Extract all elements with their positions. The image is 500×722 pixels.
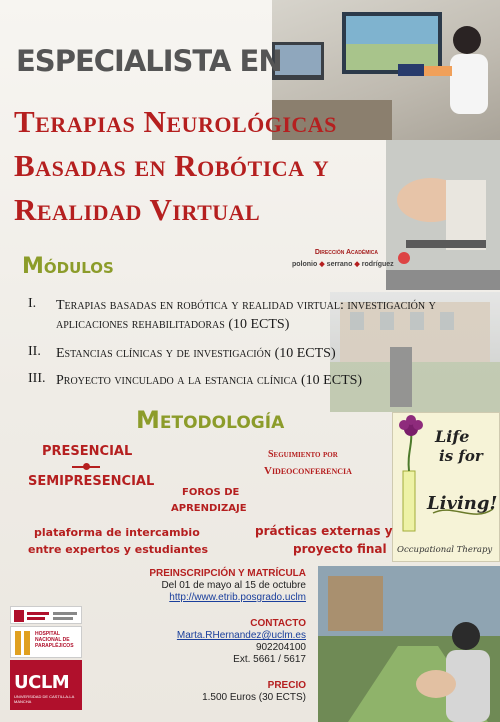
practicas-line-2: proyecto final (293, 542, 387, 556)
vr-patient-photo (318, 566, 500, 722)
dot-icon (83, 463, 90, 470)
hand-illustration (386, 140, 500, 290)
life-text-2: is for (439, 447, 483, 465)
modules-title: Módulos (22, 254, 114, 279)
contact-extension: Ext. 5661 / 5617 (233, 654, 306, 665)
director-name: polonio (292, 261, 318, 268)
module-text: Proyecto vinculado a la estancia clínica (10 ECTS) (56, 373, 363, 388)
director-name: rodríguez (361, 261, 394, 268)
foros-line-2: APRENDIZAJE (171, 503, 247, 514)
hospital-logo (10, 626, 82, 658)
semipresencial-label: SEMIPRESENCIAL (28, 474, 155, 489)
enrollment-link[interactable]: http://www.etrib.posgrado.uclm (169, 592, 306, 603)
direction-label: Dirección Académica (314, 249, 378, 256)
vr-illustration (318, 566, 500, 722)
module-item (28, 296, 476, 334)
module-item (28, 344, 476, 363)
contact-phone: 902204100 (255, 642, 306, 653)
occupational-therapy-art (392, 412, 500, 562)
plataforma-line-1: plataforma de intercambio (34, 526, 200, 539)
title-line-1: Terapias Neurológicas (14, 104, 337, 139)
title-line-2: Basadas en Robótica y (14, 148, 330, 183)
practicas-line-1: prácticas externas y (255, 524, 393, 538)
ot-caption: Occupational Therapy (397, 545, 493, 555)
module-text: Estancias clínicas y de investigación (10 ECTS) (56, 346, 336, 361)
module-number: I. (28, 296, 37, 311)
enrollment-dates: Del 01 de mayo al 15 de octubre (161, 580, 306, 591)
price-block (202, 680, 306, 704)
sponsor-logo (10, 606, 82, 624)
hospital-logo-icon (13, 629, 33, 657)
seguimiento-line-2: Videoconferencia (264, 465, 352, 477)
plataforma-line-2: entre expertos y estudiantes (28, 543, 209, 556)
life-text-1: Life (435, 427, 470, 446)
direction-names (292, 260, 394, 268)
life-text-3: Living! (427, 493, 498, 514)
hospital-name-3: PARAPLÉJICOS (35, 643, 74, 649)
hospital-name-2: NACIONAL DE (35, 637, 70, 643)
module-number: III. (28, 371, 46, 386)
uclm-logo (10, 660, 82, 710)
uclm-wordmark: UCLM (14, 672, 70, 693)
presencial-label: PRESENCIAL (42, 444, 133, 459)
contact-block (177, 618, 306, 666)
module-number: II. (28, 344, 41, 359)
contact-label: CONTACTO (250, 618, 306, 629)
methodology-title: Metodología (136, 406, 285, 434)
foros-line-1: FOROS DE (182, 487, 240, 498)
separator-icon: ◆ (319, 261, 325, 268)
price-label: PRECIO (267, 680, 306, 691)
seguimiento-line-1: Seguimiento por (268, 449, 338, 460)
price-value: 1.500 Euros (30 ECTS) (202, 692, 306, 703)
contact-email-link[interactable]: Marta.RHernandez@uclm.es (176, 630, 306, 641)
hospital-name-1: HOSPITAL (35, 631, 60, 637)
module-text: Terapias basadas en robótica y realidad virtual: investigación y aplicaciones rehabilitadoras (10 ECTS) (56, 298, 436, 332)
kicker-heading: ESPECIALISTA EN (16, 44, 282, 78)
enrollment-label: PREINSCRIPCIÓN Y MATRÍCULA (149, 568, 306, 579)
sponsor-logo-icon (11, 607, 83, 625)
enrollment-block (149, 568, 306, 604)
uclm-subtitle: UNIVERSIDAD DE CASTILLA-LA MANCHA (14, 694, 75, 704)
title-line-3: Realidad Virtual (14, 192, 261, 227)
haptic-device-photo (386, 140, 500, 290)
module-item (28, 371, 476, 390)
director-name: serrano (326, 261, 353, 268)
separator-icon: ◆ (354, 261, 360, 268)
